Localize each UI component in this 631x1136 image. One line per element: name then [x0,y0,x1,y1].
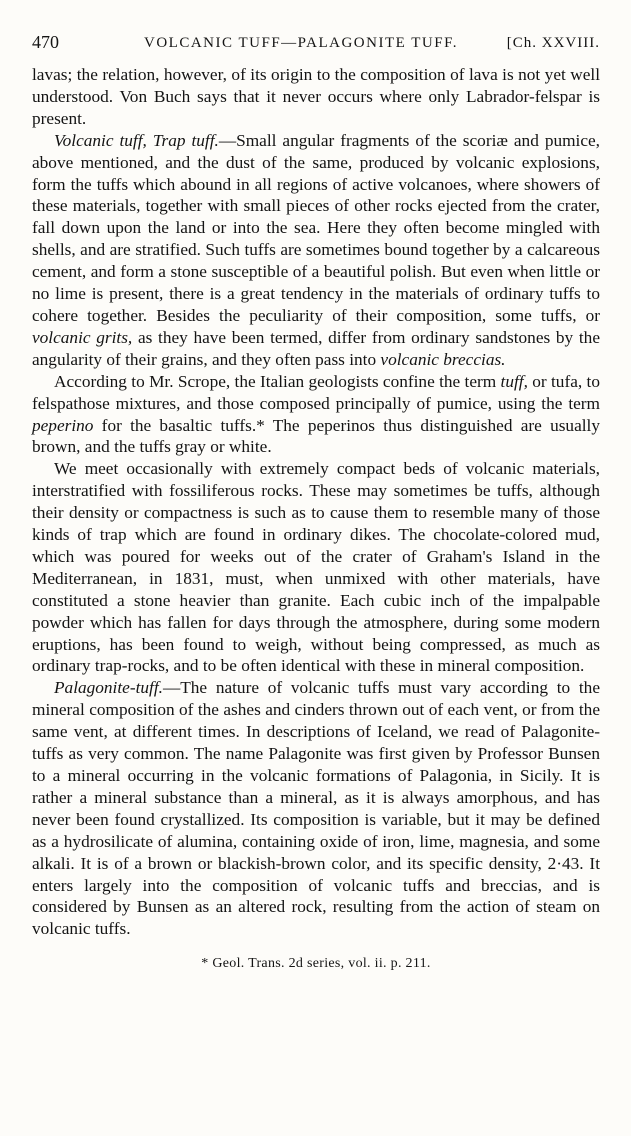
paragraph-text: According to Mr. Scrope, the Italian geologists confine the term [54,371,501,391]
section-heading-volcanic-tuff: Volcanic tuff, Trap tuff. [54,130,219,150]
paragraph-text: —The nature of volcanic tuffs must vary according to the mineral composition of the ashes and cinders thrown out of each vent, or from the same vent, at different times. In descriptions of Iceland, we read of Palagonite-tuffs as very common. The name Palagonite was first given by Professor Bunsen to a mineral occurring in the volcanic formations of Palagonia, in Sicily. It is rather a mineral substance than a mineral, as it is always amorphous, and has never been found crystallized. Its composition is variable, but it may be defined as a hydrosilicate of alumina, containing oxide of iron, lime, magnesia, and some alkali. It is of a brown or blackish-brown color, and its specific density, 2·43. It enters largely into the composition of volcanic tuffs and breccias, and is considered by Bunsen as an altered rock, resulting from the action of steam on volcanic tuffs. [32,678,600,939]
chapter-reference: [Ch. XXVIII. [506,35,600,51]
page-number: 470 [32,32,59,52]
italic-term: tuff, [500,371,528,391]
paragraph-volcanic-tuff [32,130,600,371]
book-page [32,30,600,972]
running-title: VOLCANIC TUFF—PALAGONITE TUFF. [144,35,458,51]
paragraph-text: or tufa, to felspathose mixtures, and those composed principally of pumice, using the term [32,371,600,413]
section-heading-palagonite-tuff: Palagonite-tuff. [54,678,163,698]
italic-term: peperino [32,415,94,435]
running-header [32,30,600,54]
paragraph-text: —Small angular fragments of the scoriæ and pumice, above mentioned, and the dust of the same, produced by volcanic explosions, form the tuffs which abound in all regions of active volcanoes, where showers of these materials, together with small pieces of other rocks ejected from the crater, fall down upon the land or into the sea. Here they often become mingled with shells, and are stratified. Such tuffs are sometimes bound together by a calcareous cement, and form a stone susceptible of a beautiful polish. But even when little or no lime is present, there is a great tendency in the materials of ordinary tuffs to cohere together. Besides the peculiarity of their composition, some tuffs, or [32,130,601,325]
footnote: * Geol. Trans. 2d series, vol. ii. p. 211. [201,956,431,972]
paragraph-text: lavas; the relation, however, of its origin to the composition of lava is not yet well understood. Von Buch says that it never occurs where only Labrador-felspar is present. [32,65,600,128]
paragraph-text: for the basaltic tuffs.* The peperinos thus distinguished are usually brown, and the tuffs gray or white. [32,415,600,457]
italic-term: volcanic breccias. [380,349,506,369]
paragraph-scrope [32,371,600,459]
paragraph-text: as they have been termed, differ from ordinary sandstones by the angularity of their grains, and they often pass into [32,327,600,369]
paragraph-compact-beds [32,458,600,677]
page-body [32,64,600,940]
paragraph-palagonite-tuff [32,677,600,940]
italic-term: volcanic grits, [32,327,133,347]
paragraph-lavas-continuation [32,64,600,130]
paragraph-text: We meet occasionally with extremely compact beds of volcanic materials, interstratified with fossiliferous rocks. These may sometimes be tuffs, although their density or compactness is such as to cause them to resemble many of those kinds of trap which are found in ordinary dikes. The chocolate-colored mud, which was poured for weeks out of the crater of Graham's Island in the Mediterranean, in 1831, must, when unmixed with other materials, have constituted a stone heavier than granite. Each cubic inch of the impalpable powder which has fallen for days through the atmosphere, during some modern eruptions, has been found to weigh, without being compressed, as much as ordinary trap-rocks, and to be often identical with these in mineral composition. [32,459,600,676]
